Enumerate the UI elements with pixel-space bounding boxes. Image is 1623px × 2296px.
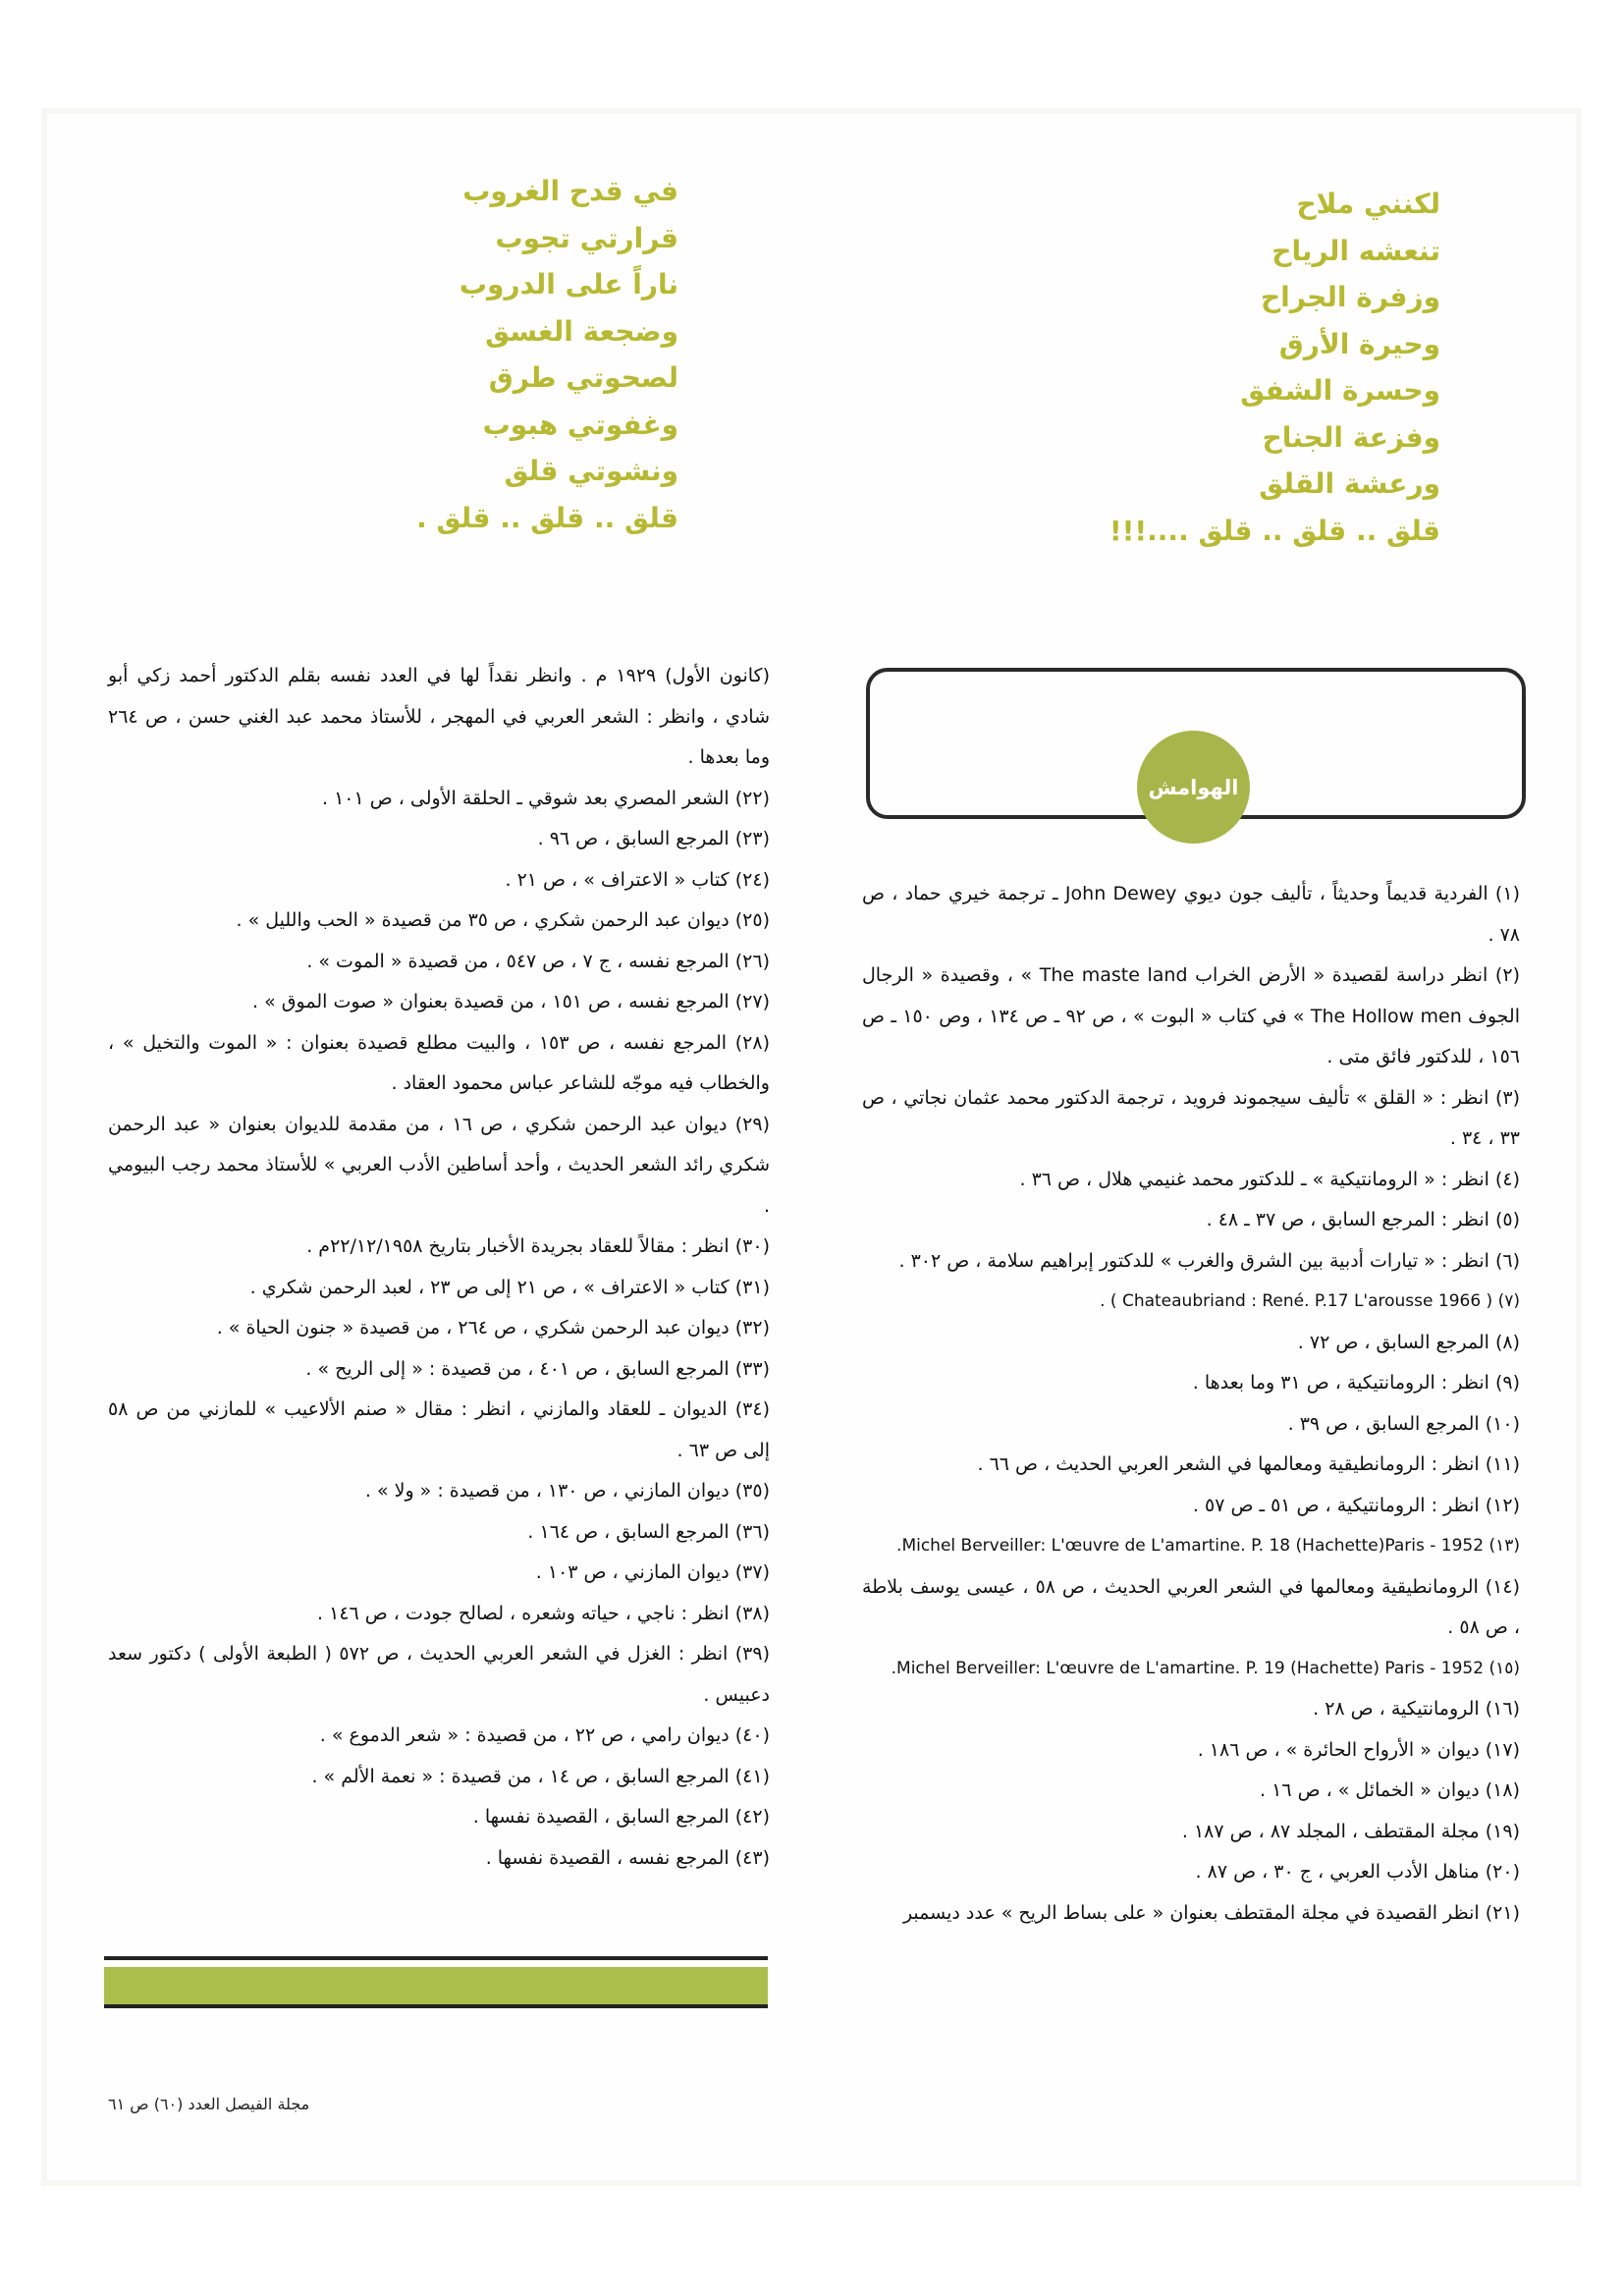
footnote: (١٧) ديوان « الأرواح الحائرة » ، ص ١٨٦ . [1197, 1738, 1520, 1761]
footnote: (٩) انظر : الرومانتيكية ، ص ٣١ وما بعدها . [1192, 1372, 1520, 1394]
poem-line: لصحوتي طرق [488, 361, 678, 394]
footnote: (كانون الأول) ١٩٢٩ م . وانظر نقداً لها في العدد نفسه بقلم الدكتور أحمد زكي أبو شادي ، وانظر : الشعر العربي في المهجر ، للأستاذ محمد عبد الغني حسن ، ص ٢٦٤ وما بعدها . [108, 665, 771, 768]
poem-line: وحيرة الأرق [1278, 327, 1440, 360]
footnote: (٣٦) المرجع السابق ، ص ١٦٤ . [527, 1520, 770, 1543]
footnote: (٢٩) ديوان عبد الرحمن شكري ، ص ١٦ ، من مقدمة للديوان بعنوان « عبد الرحمن شكري رائد الشعر الحديث ، وأحد أساطين الأدب العربي » للأستاذ محمد رجب البيومي . [108, 1113, 770, 1217]
poem-stanza-right [1109, 181, 1440, 554]
poem-line: لكنني ملاح [1296, 188, 1440, 220]
footnote: (٢٧) المرجع نفسه ، ص ١٥١ ، من قصيدة بعنوان « صوت الموق » . [252, 991, 770, 1012]
notes-heading-badge [1137, 731, 1250, 844]
notes-heading: الهوامش [1148, 775, 1239, 799]
poem-line: وغفوتي هبوب [482, 408, 678, 441]
footnote: (٢٢) الشعر المصري بعد شوقي ـ الحلقة الأولى ، ص ١٠١ . [321, 787, 770, 809]
footnote: (١٤) الرومانطيقية ومعالمها في الشعر العربي الحديث ، ص ٥٨ ، عيسى يوسف بلاطة ، ص ٥٨ . [862, 1575, 1520, 1638]
poem-line: ونشوتي قلق [504, 455, 678, 487]
footnote: (٢٣) المرجع السابق ، ص ٩٦ . [537, 828, 770, 849]
poem-line: وزفرة الجراح [1260, 281, 1440, 313]
poem-line: ناراً على الدروب [459, 268, 678, 301]
footnote: (٣٧) ديوان المازني ، ص ١٠٣ . [535, 1561, 770, 1583]
footer-color-bar [104, 1967, 768, 2008]
poem-line: قرارتي تجوب [495, 221, 678, 254]
poem-line: تنعشه الرياح [1271, 234, 1440, 267]
footnote: (٤١) المرجع السابق ، ص ١٤ ، من قصيدة : « نعمة الألم » . [311, 1765, 770, 1787]
footnote: (٢٤) كتاب « الاعتراف » ، ص ٢١ . [505, 868, 770, 891]
footnote: (٢٥) ديوان عبد الرحمن شكري ، ص ٣٥ من قصيدة « الحب والليل » . [236, 909, 770, 931]
footnotes-column-right [862, 874, 1520, 1934]
poem-line: قلق .. قلق .. قلق ....!!! [1109, 514, 1440, 547]
footnote: (٢٠) مناهل الأدب العربي ، ج ٣٠ ، ص ٨٧ . [1195, 1861, 1520, 1883]
footnote: (١١) انظر : الرومانطيقية ومعالمها في الشعر العربي الحديث ، ص ٦٦ . [977, 1453, 1520, 1475]
poem-stanza-left [416, 168, 678, 541]
footnote: (٤) انظر : « الرومانتيكية » ـ للدكتور محمد غنيمي هلال ، ص ٣٦ . [1019, 1168, 1520, 1190]
footer-rule [104, 1956, 768, 1960]
poem-line: وضجعة الغسق [485, 314, 678, 348]
footnote: (١٨) ديوان « الخمائل » ، ص ١٦ . [1260, 1779, 1520, 1801]
footnote: (٢٨) المرجع نفسه ، ص ١٥٣ ، والبيت مطلع قصيدة بعنوان : « الموت والتخيل » ، والخطاب فيه موجّه للشاعر عباس محمود العقاد . [108, 1031, 770, 1094]
footnote: (١٠) المرجع السابق ، ص ٣٩ . [1287, 1412, 1520, 1435]
footnote: (٣٤) الديوان ـ للعقاد والمازني ، انظر : مقال « صنم الألاعيب » للمازني من ص ٥٨ إلى ص ٦٣ . [108, 1398, 770, 1461]
footnote: (٣٠) انظر : مقالاً للعقاد بجريدة الأخبار بتاريخ ٢٢/١٢/١٩٥٨م . [306, 1235, 770, 1257]
footnote: (٢) انظر دراسة لقصيدة « الأرض الخراب The maste land » ، وقصيدة « الرجال الجوف The Hollow men » في كتاب « البوت » ، ص ٩٢ ـ ص ١٣٤ ، وص ١٥٠ ـ ص ١٥٦ ، للدكتور فائق متى . [862, 964, 1520, 1067]
footnote: (٦) انظر : « تيارات أدبية بين الشرق والغرب » للدكتور إبراهيم سلامة ، ص ٣٠٢ . [898, 1249, 1520, 1272]
footnote: (٨) المرجع السابق ، ص ٧٢ . [1297, 1331, 1520, 1353]
footnote: (٣٣) المرجع السابق ، ص ٤٠١ ، من قصيدة : « إلى الريح » . [305, 1357, 770, 1380]
footnote: (٢٦) المرجع نفسه ، ج ٧ ، ص ٥٤٧ ، من قصيدة « الموت » . [306, 950, 770, 972]
footnote: (٣) انظر : « القلق » تأليف سيجموند فرويد ، ترجمة الدكتور محمد عثمان نجاتي ، ص ٣٣ ، ٣٤ . [862, 1086, 1520, 1149]
footnote: (١٣) Michel Berveiller: L'œuvre de L'amartine. P. 18 (Hachette)Paris - 1952. [896, 1536, 1520, 1556]
poem-line: وفزعة الجناح [1262, 420, 1440, 454]
footnote: (٣٩) انظر : الغزل في الشعر العربي الحديث ، ص ٥٧٢ ( الطبعة الأولى ) دكتور سعد دعبيس . [108, 1643, 770, 1706]
footnote: (١٦) الرومانتيكية ، ص ٢٨ . [1313, 1698, 1520, 1720]
poem-line: في قدح الغروب [462, 175, 678, 207]
footnote: (٤٢) المرجع السابق ، القصيدة نفسها . [472, 1806, 770, 1828]
poem-line: قلق .. قلق .. قلق . [416, 501, 678, 534]
footnote: (٣٥) ديوان المازني ، ص ١٣٠ ، من قصيدة : « ولا » . [364, 1480, 770, 1502]
poem-line: وحسرة الشفق [1240, 374, 1440, 407]
footnote: (٤٣) المرجع نفسه ، القصيدة نفسها . [485, 1846, 770, 1869]
footnote: (٣٨) انظر : ناجي ، حياته وشعره ، لصالح جودت ، ص ١٤٦ . [317, 1602, 770, 1624]
footnote: (٥) انظر : المرجع السابق ، ص ٣٧ ـ ٤٨ . [1206, 1209, 1520, 1230]
footnote: (٧) ( Chateaubriand : René. P.17 L'arousse 1966 ) . [1100, 1291, 1520, 1311]
footnote: (٢١) انظر القصيدة في مجلة المقتطف بعنوان « على بساط الريح » عدد ديسمبر [902, 1901, 1520, 1924]
poem-line: ورعشة القلق [1259, 467, 1440, 500]
footnote: (١٩) مجلة المقتطف ، المجلد ٨٧ ، ص ١٨٧ . [1181, 1820, 1520, 1842]
footnote: (٣٢) ديوان عبد الرحمن شكري ، ص ٢٦٤ ، من قصيدة « جنون الحياة » . [216, 1317, 770, 1339]
footnote: (١) الفردية قديماً وحديثاً ، تأليف جون ديوي John Dewey ـ ترجمة خيري حماد ، ص ٧٨ . [862, 883, 1520, 946]
page-footer: مجلة الفيصل العدد (٦٠) ص ٦١ [108, 2095, 310, 2113]
footnote: (١٢) انظر : الرومانتيكية ، ص ٥١ ـ ص ٥٧ . [1192, 1494, 1520, 1516]
footnotes-column-left [108, 656, 770, 1879]
footnote: (٤٠) ديوان رامي ، ص ٢٢ ، من قصيدة : « شعر الدموع » . [319, 1724, 770, 1746]
footnote: (٣١) كتاب « الاعتراف » ، ص ٢١ إلى ص ٢٣ ، لعبد الرحمن شكري . [249, 1276, 770, 1298]
footnote: (١٥) Michel Berveiller: L'œuvre de L'amartine. P. 19 (Hachette) Paris - 1952. [891, 1658, 1520, 1678]
